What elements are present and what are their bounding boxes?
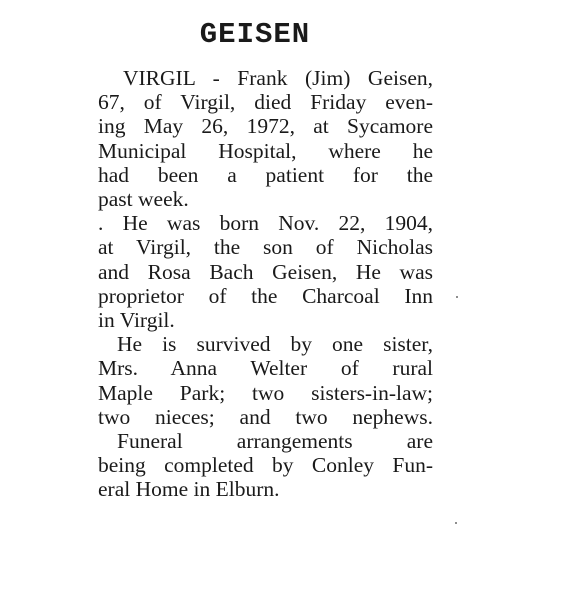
article-line: two nieces; and two nephews. (98, 404, 433, 429)
article-line: Municipal Hospital, where he (98, 138, 433, 163)
article-line: He is survived by one sister, (117, 332, 433, 357)
article-line: eral Home in Elburn. (98, 477, 280, 502)
article-line: Maple Park; two sisters-in-law; (98, 380, 433, 405)
article-line: and Rosa Bach Geisen, He was (98, 259, 433, 284)
article-line: past week. (98, 187, 189, 212)
print-speck (455, 522, 457, 524)
article-line: in Virgil. (98, 308, 175, 333)
print-speck (456, 296, 458, 298)
article-line: ing May 26, 1972, at Sycamore (98, 114, 433, 139)
article-line: . He was born Nov. 22, 1904, (98, 211, 433, 236)
article-line: at Virgil, the son of Nicholas (98, 235, 433, 260)
article-line: Mrs. Anna Welter of rural (98, 356, 433, 381)
article-line: VIRGIL - Frank (Jim) Geisen, (123, 66, 433, 90)
article-line: 67, of Virgil, died Friday even- (98, 90, 433, 115)
obituary-body (98, 66, 433, 502)
article-line: had been a patient for the (98, 162, 433, 187)
article-line: Funeral arrangements are (117, 429, 433, 454)
article-line: being completed by Conley Fun- (98, 453, 433, 478)
article-line: proprietor of the Charcoal Inn (98, 283, 433, 308)
obituary-headline: GEISEN (199, 18, 311, 51)
